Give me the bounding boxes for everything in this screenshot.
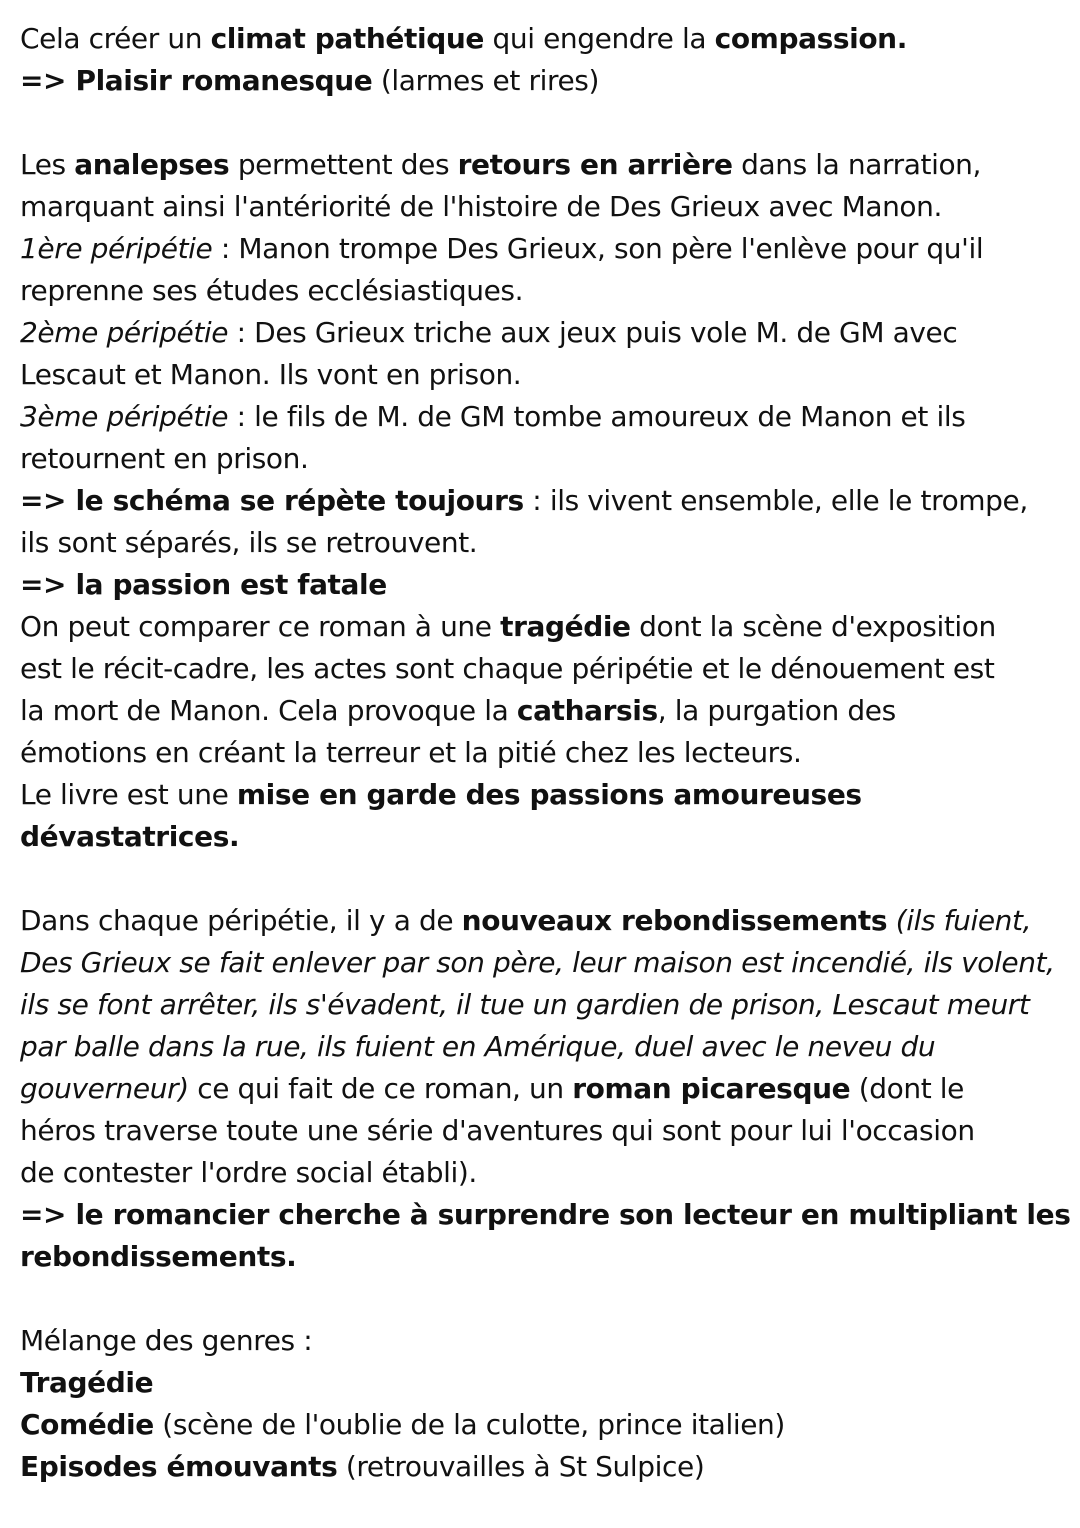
text-line (20, 1026, 1070, 1068)
text-run: de contester l'ordre social établi). (20, 1156, 477, 1189)
text-line (20, 228, 1070, 270)
text-run: retournent en prison. (20, 442, 309, 475)
italic-text: (ils fuient, (887, 904, 1032, 937)
text-line (20, 1152, 1070, 1194)
bold-text: retours en arrière (457, 148, 733, 181)
text-line (20, 186, 1070, 228)
text-line (20, 1236, 1070, 1278)
bold-text: tragédie (500, 610, 631, 643)
text-run: héros traverse toute une série d'aventures qui sont pour lui l'occasion (20, 1114, 975, 1147)
bold-text: => Plaisir romanesque (20, 64, 373, 97)
text-run: dont la scène d'exposition (630, 610, 996, 643)
bold-text: analepses (74, 148, 230, 181)
text-run: : le fils de M. de GM tombe amoureux de Manon et ils (228, 400, 966, 433)
text-line (20, 648, 1070, 690)
text-run: marquant ainsi l'antériorité de l'histoire de Des Grieux avec Manon. (20, 190, 943, 223)
text-line (20, 144, 1070, 186)
italic-text: 2ème péripétie (20, 316, 229, 349)
text-run: reprenne ses études ecclésiastiques. (20, 274, 524, 307)
text-line (20, 732, 1070, 774)
italic-text: par balle dans la rue, ils fuient en Amérique, duel avec le neveu du (20, 1030, 936, 1063)
text-line (20, 984, 1070, 1026)
text-run: Cela créer un (20, 22, 211, 55)
text-line (20, 816, 1070, 858)
paragraph-spacer (20, 102, 1070, 144)
italic-text: Des Grieux se fait enlever par son père, leur maison est incendié, ils volent, (20, 946, 1055, 979)
text-run: , la purgation des (657, 694, 896, 727)
paragraph-spacer (20, 1278, 1070, 1320)
paragraph-melange-genres (20, 1320, 1070, 1488)
italic-text: ils se font arrêter, ils s'évadent, il tue un gardien de prison, Lescaut meurt (20, 988, 1030, 1021)
document-page (20, 18, 1070, 1488)
text-run: Mélange des genres : (20, 1324, 313, 1357)
text-run: ce qui fait de ce roman, un (188, 1072, 573, 1105)
bold-text: nouveaux rebondissements (461, 904, 888, 937)
text-run: : Manon trompe Des Grieux, son père l'enlève pour qu'il (212, 232, 984, 265)
bold-text: => le romancier cherche à surprendre son lecteur en multipliant les (20, 1198, 1071, 1231)
text-run: émotions en créant la terreur et la pitié chez les lecteurs. (20, 736, 802, 769)
bold-text: compassion. (714, 22, 907, 55)
text-run: ils sont séparés, ils se retrouvent. (20, 526, 478, 559)
text-line (20, 270, 1070, 312)
text-line (20, 354, 1070, 396)
text-run: : ils vivent ensemble, elle le trompe, (523, 484, 1028, 517)
paragraph-compassion (20, 18, 1070, 102)
text-line (20, 1068, 1070, 1110)
text-line (20, 438, 1070, 480)
bold-text: => la passion est fatale (20, 568, 387, 601)
text-run: (larmes et rires) (372, 64, 599, 97)
text-run: qui engendre la (483, 22, 715, 55)
text-line (20, 480, 1070, 522)
text-line (20, 1446, 1070, 1488)
text-line (20, 1320, 1070, 1362)
text-line (20, 1110, 1070, 1152)
text-line (20, 564, 1070, 606)
text-line (20, 900, 1070, 942)
text-line (20, 60, 1070, 102)
text-run: la mort de Manon. Cela provoque la (20, 694, 517, 727)
text-line (20, 1404, 1070, 1446)
bold-text: catharsis (516, 694, 658, 727)
text-run: On peut comparer ce roman à une (20, 610, 501, 643)
text-run: Dans chaque péripétie, il y a de (20, 904, 462, 937)
bold-text: mise en garde des passions amoureuses (236, 778, 862, 811)
text-run: est le récit-cadre, les actes sont chaque péripétie et le dénouement est (20, 652, 995, 685)
text-run: dans la narration, (732, 148, 982, 181)
paragraph-analepses (20, 144, 1070, 858)
bold-text: roman picaresque (572, 1072, 851, 1105)
bold-text: Comédie (20, 1408, 154, 1441)
paragraph-rebondissements (20, 900, 1070, 1278)
bold-text: Episodes émouvants (20, 1450, 338, 1483)
text-line (20, 1194, 1070, 1236)
italic-text: gouverneur) (20, 1072, 189, 1105)
paragraph-spacer (20, 858, 1070, 900)
text-run: Les (20, 148, 75, 181)
bold-text: Tragédie (20, 1366, 154, 1399)
bold-text: => le schéma se répète toujours (20, 484, 524, 517)
text-run: (scène de l'oublie de la culotte, prince italien) (153, 1408, 785, 1441)
text-line (20, 774, 1070, 816)
italic-text: 1ère péripétie (20, 232, 213, 265)
text-run: (dont le (850, 1072, 964, 1105)
bold-text: dévastatrices. (20, 820, 240, 853)
text-run: permettent des (229, 148, 458, 181)
text-line (20, 18, 1070, 60)
bold-text: climat pathétique (210, 22, 484, 55)
text-run: : Des Grieux triche aux jeux puis vole M. de GM avec (228, 316, 958, 349)
bold-text: rebondissements. (20, 1240, 297, 1273)
text-line (20, 396, 1070, 438)
text-run: Lescaut et Manon. Ils vont en prison. (20, 358, 522, 391)
text-run: (retrouvailles à St Sulpice) (337, 1450, 705, 1483)
text-line (20, 606, 1070, 648)
text-line (20, 522, 1070, 564)
text-line (20, 690, 1070, 732)
text-run: Le livre est une (20, 778, 237, 811)
text-line (20, 312, 1070, 354)
text-line (20, 942, 1070, 984)
text-line (20, 1362, 1070, 1404)
italic-text: 3ème péripétie (20, 400, 229, 433)
